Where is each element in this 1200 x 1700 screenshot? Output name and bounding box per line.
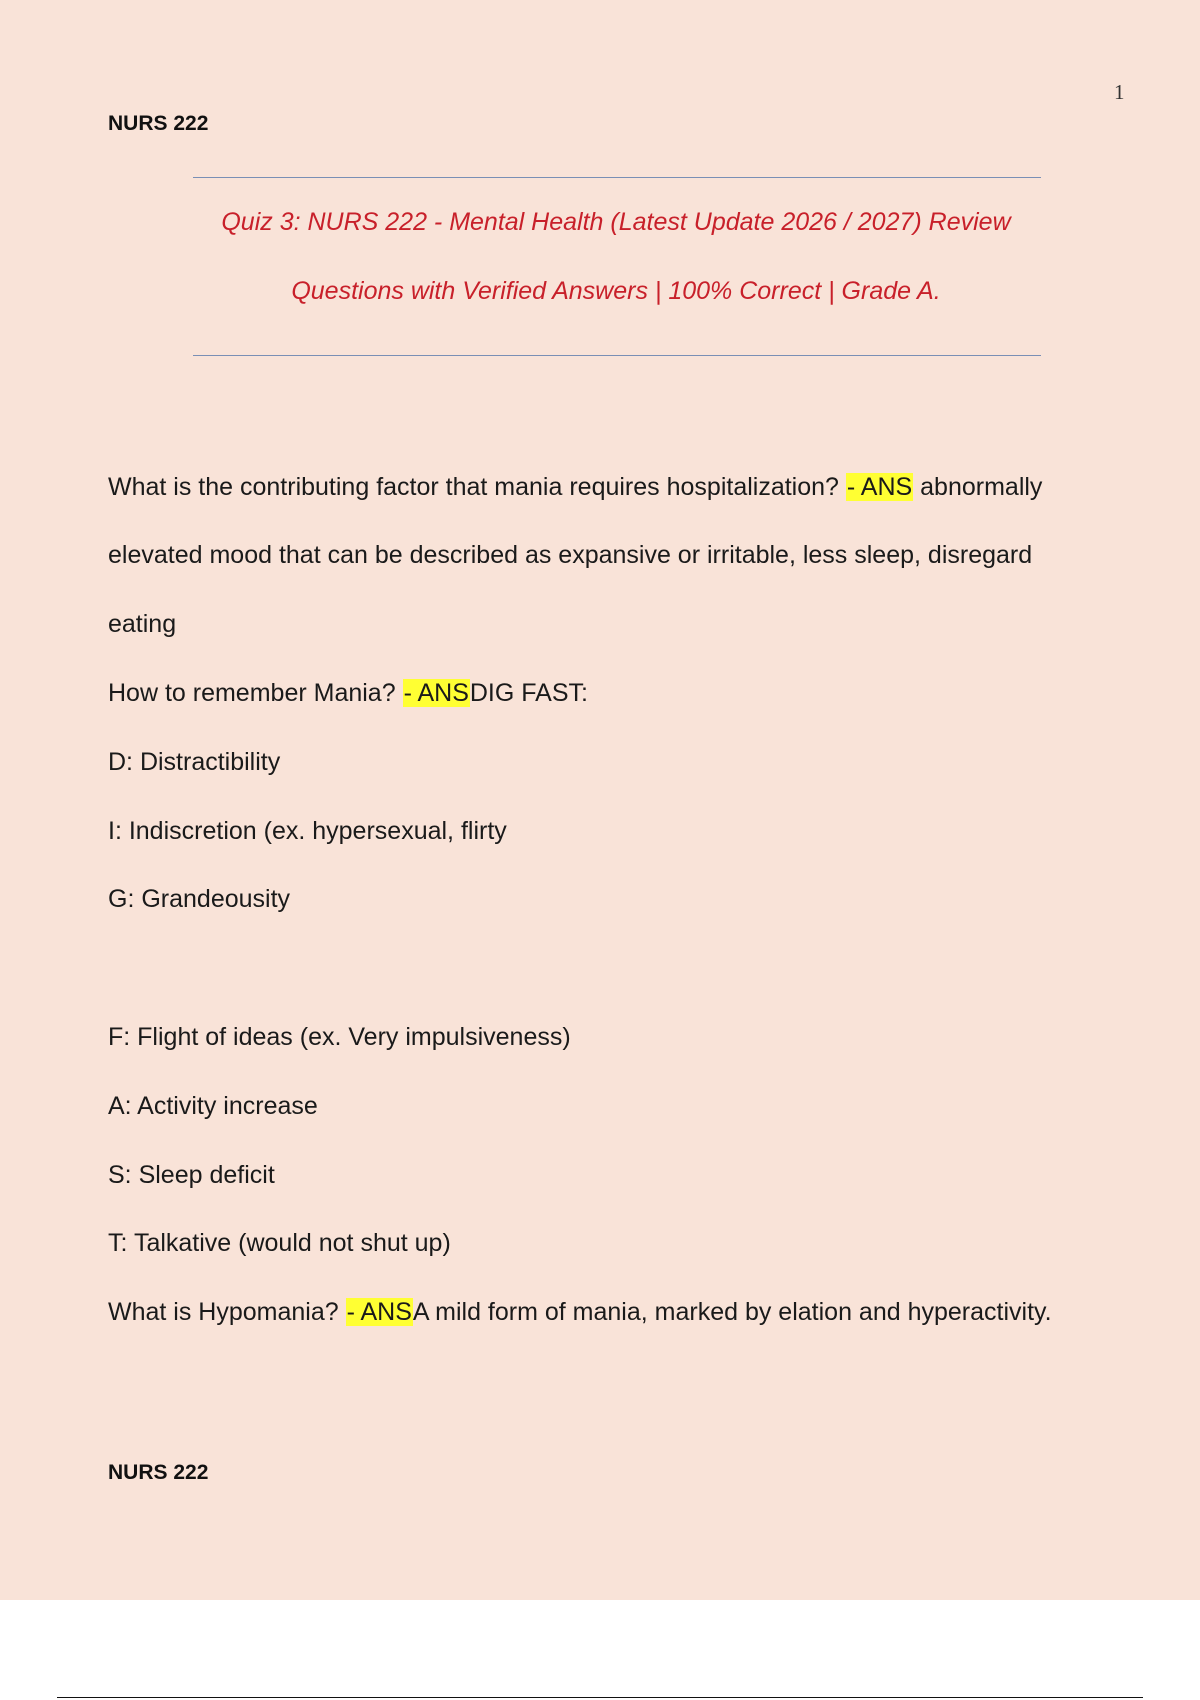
header-course-label: NURS 222 (108, 112, 209, 135)
answer-1-start: abnormally (920, 473, 1043, 501)
answer-2-text: DIG FAST: (469, 679, 588, 707)
question-1-line (108, 473, 1042, 502)
mnemonic-item-t: T: Talkative (would not shut up) (108, 1229, 451, 1257)
answer-1-line-2: elevated mood that can be described as expansive or irritable, less sleep, disregard (108, 541, 1033, 569)
mnemonic-item-d: D: Distractibility (108, 748, 281, 776)
question-2-text: How to remember Mania? (108, 679, 396, 707)
question-2-line (108, 679, 588, 708)
title-top-rule (193, 177, 1041, 178)
question-2-ans-tag: - ANS (403, 679, 469, 707)
question-1-ans-tag: - ANS (846, 473, 913, 501)
mnemonic-item-a: A: Activity increase (108, 1092, 318, 1120)
title-bottom-rule (193, 355, 1041, 356)
document-title-line-1: Quiz 3: NURS 222 - Mental Health (Latest Update 2026 / 2027) Review (221, 208, 1011, 236)
question-3-line (108, 1298, 1052, 1327)
question-3-text: What is Hypomania? (108, 1298, 339, 1326)
page-bottom-rule (57, 1697, 1143, 1698)
mnemonic-item-s: S: Sleep deficit (108, 1161, 275, 1189)
mnemonic-item-i: I: Indiscretion (ex. hypersexual, flirty (108, 817, 507, 845)
mnemonic-item-f: F: Flight of ideas (ex. Very impulsiveness) (108, 1023, 571, 1051)
answer-1-line-3: eating (108, 610, 177, 638)
answer-3-text: A mild form of mania, marked by elation and hyperactivity. (412, 1298, 1052, 1326)
question-1-text: What is the contributing factor that mania requires hospitalization? (108, 473, 839, 501)
footer-course-label: NURS 222 (108, 1461, 209, 1484)
page-number: 1 (1114, 80, 1125, 104)
question-3-ans-tag: - ANS (346, 1298, 412, 1326)
document-title-line-2: Questions with Verified Answers | 100% Correct | Grade A. (291, 277, 941, 305)
mnemonic-item-g: G: Grandeousity (108, 885, 291, 913)
